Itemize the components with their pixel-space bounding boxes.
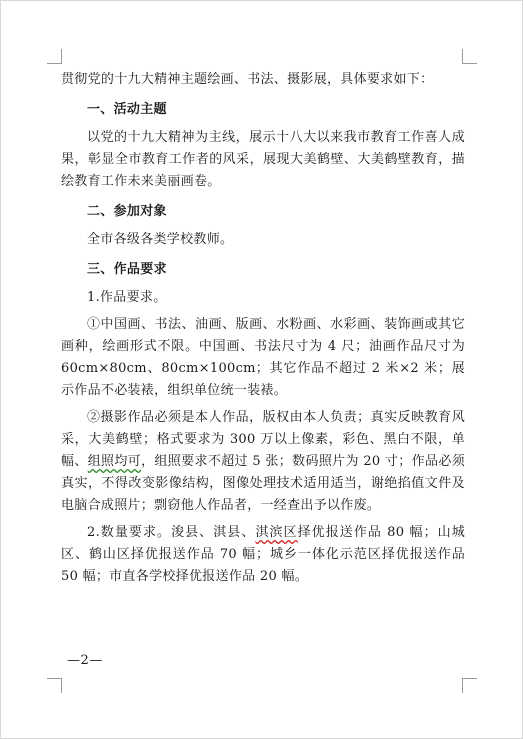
- grammar-flag-text: 组照均可: [87, 454, 142, 469]
- section-heading-theme: 一、活动主题: [87, 102, 167, 117]
- crop-mark-bottom-left: [47, 678, 62, 693]
- quantity-text-c: 择优报送作品 80 幅；山城区、鹤山区择优报送作品 70 幅；城乡一体化示范区择优报送作品 50 幅；市直各学校择优报送作品 20 幅。: [61, 525, 465, 584]
- paragraph-photo-requirements: [61, 407, 465, 517]
- subheading-work-requirements: 1.作品要求。: [87, 290, 167, 305]
- quantity-text-a: 2.数量要求。浚县、淇县、: [87, 525, 256, 540]
- section-heading-participants: 二、参加对象: [87, 204, 167, 219]
- page-number: —2—: [67, 653, 103, 668]
- spelling-flag-text: 淇滨区: [255, 525, 298, 540]
- photo-req-text-c: ，组照要求不超过 5 张；数码照片为 20 寸；作品必须真实，不得改变影像结构，图像处理技术适用适当，谢绝掐值文件及电脑合成照片；剽窃他人作品者，一经查出予以作废。: [61, 454, 466, 513]
- crop-mark-top-right: [462, 49, 477, 64]
- paragraph-quantity-requirements: [61, 522, 465, 588]
- intro-line: 贯彻党的十九大精神主题绘画、书法、摄影展，具体要求如下：: [61, 72, 434, 87]
- photo-req-text-a: ②摄影作品必须是本人作品，版权由本人负责；真实反映教育风采，大美鹤壁；格式要求为 300 万以上像素，彩色、黑白不限，单幅、: [61, 410, 465, 469]
- crop-mark-top-left: [47, 49, 62, 64]
- section-paragraph-participants: 全市各级各类学校教师。: [87, 232, 234, 247]
- section-paragraph-theme: 以党的十九大精神为主线，展示十八大以来我市教育工作喜人成果，彰显全市教育工作者的风采，展现大美鹤壁、大美鹤壁教育，描绘教育工作未来美丽画卷。: [61, 130, 465, 189]
- document-body[interactable]: [61, 69, 465, 588]
- section-heading-requirements: 三、作品要求: [87, 262, 167, 277]
- crop-mark-bottom-right: [462, 678, 477, 693]
- paragraph-painting-requirements: ①中国画、书法、油画、版画、水粉画、水彩画、装饰画或其它画种，绘画形式不限。中国画、书法尺寸为 4 尺；油画作品尺寸为 60cm×80cm、80cm×100cm；其它作品不超过 2 米×2 米；展示作品不必装裱，组织单位统一装裱。: [61, 317, 465, 398]
